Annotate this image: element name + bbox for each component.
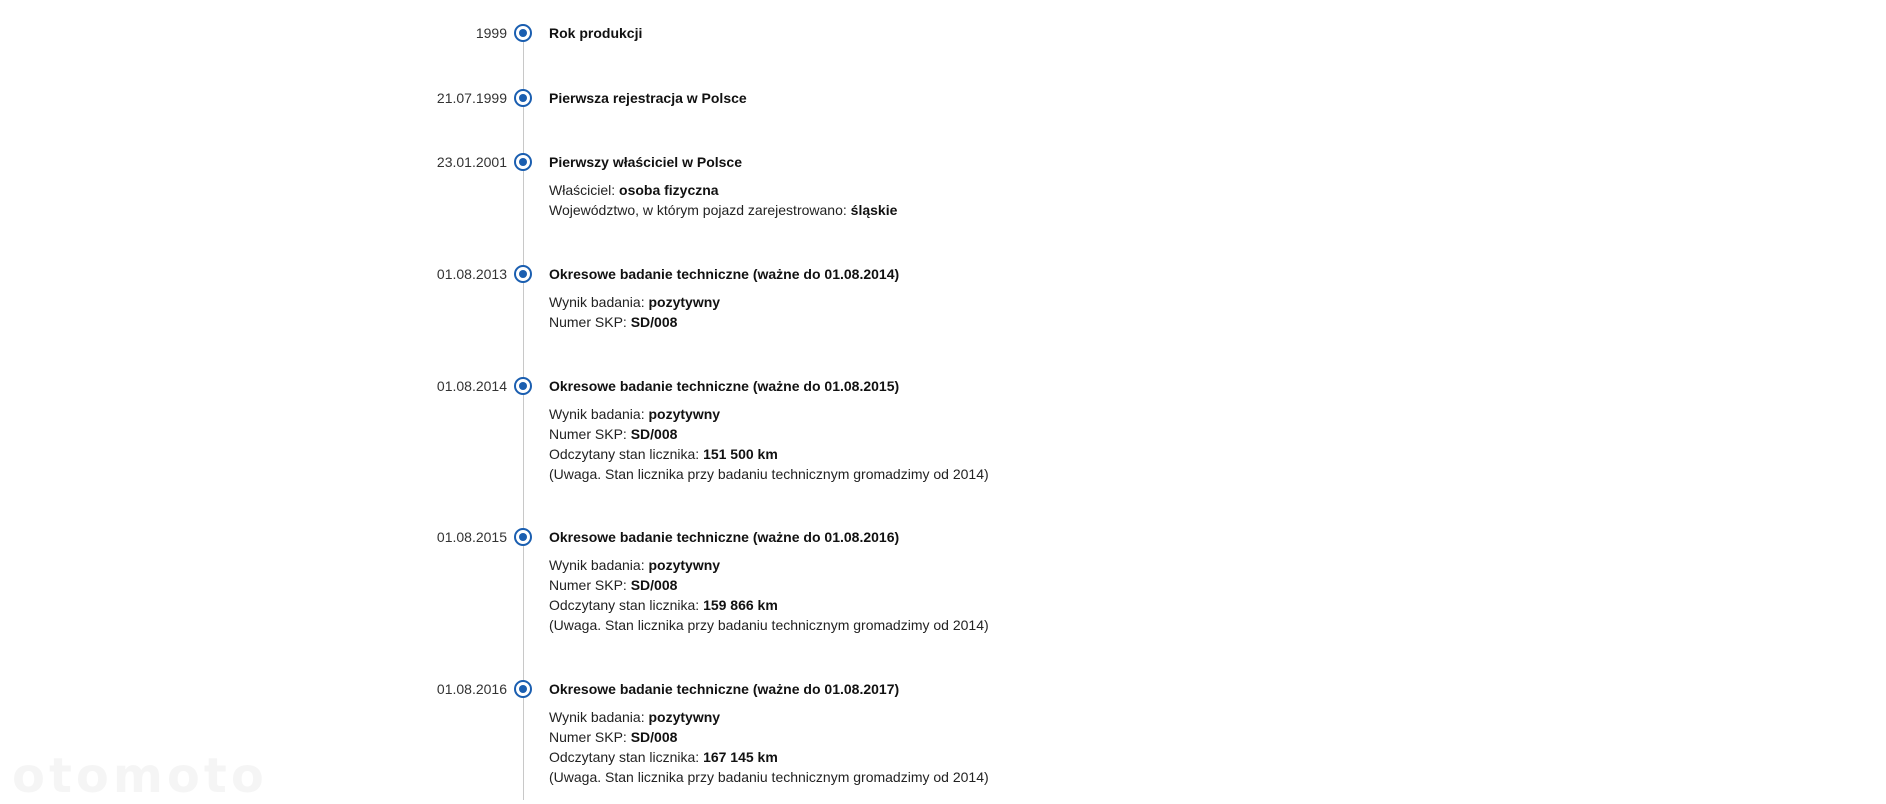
event-date: 01.08.2016 — [436, 681, 507, 697]
detail-line — [549, 312, 1749, 332]
detail-line — [549, 444, 1749, 464]
event-details — [549, 180, 1749, 220]
event-title: Okresowe badanie techniczne (ważne do 01.08.2015) — [549, 378, 900, 394]
event-date: 21.07.1999 — [436, 90, 507, 106]
odometer-note — [549, 767, 1749, 787]
detail-value: pozytywny — [648, 557, 721, 573]
detail-label: Województwo, w którym pojazd zarejestrowano: — [549, 202, 851, 218]
detail-value: pozytywny — [648, 406, 721, 422]
event-date: 1999 — [475, 25, 507, 41]
event-title: Rok produkcji — [549, 25, 643, 41]
detail-value: 151 500 km — [703, 446, 778, 462]
detail-label: Numer SKP: — [549, 314, 631, 330]
detail-line — [549, 555, 1749, 575]
event-title: Okresowe badanie techniczne (ważne do 01.08.2014) — [549, 266, 900, 282]
detail-value: SD/008 — [630, 426, 678, 442]
timeline-dot-icon — [514, 89, 532, 107]
detail-label: Wynik badania: — [549, 709, 649, 725]
detail-line — [549, 575, 1749, 595]
detail-label: Właściciel: — [549, 182, 620, 198]
detail-label: Odczytany stan licznika: — [549, 749, 704, 765]
detail-value: osoba fizyczna — [619, 182, 719, 198]
event-details — [549, 292, 1749, 332]
timeline-dot-icon — [514, 153, 532, 171]
detail-label: Numer SKP: — [549, 577, 631, 593]
event-body — [549, 376, 1749, 484]
event-title: Okresowe badanie techniczne (ważne do 01.08.2016) — [549, 529, 900, 545]
event-date: 01.08.2015 — [436, 529, 507, 545]
event-details — [549, 707, 1749, 787]
timeline-dot-icon — [514, 265, 532, 283]
event-body — [549, 679, 1749, 787]
detail-line — [549, 595, 1749, 615]
detail-label: (Uwaga. Stan licznika przy badaniu technicznym gromadzimy od 2014) — [549, 466, 989, 482]
event-title: Pierwsza rejestracja w Polsce — [549, 90, 747, 106]
event-title: Okresowe badanie techniczne (ważne do 01.08.2017) — [549, 681, 900, 697]
detail-label: Wynik badania: — [549, 557, 649, 573]
detail-label: (Uwaga. Stan licznika przy badaniu technicznym gromadzimy od 2014) — [549, 769, 989, 785]
detail-label: Wynik badania: — [549, 406, 649, 422]
timeline-dot-icon — [514, 24, 532, 42]
detail-line — [549, 180, 1749, 200]
detail-label: Numer SKP: — [549, 426, 631, 442]
detail-value: SD/008 — [630, 729, 678, 745]
detail-value: pozytywny — [648, 294, 721, 310]
detail-value: pozytywny — [648, 709, 721, 725]
event-title: Pierwszy właściciel w Polsce — [549, 154, 742, 170]
event-body — [549, 152, 1749, 220]
detail-line — [549, 727, 1749, 747]
detail-value: SD/008 — [630, 577, 678, 593]
odometer-note — [549, 464, 1749, 484]
detail-label: Odczytany stan licznika: — [549, 597, 704, 613]
event-date: 01.08.2014 — [436, 378, 507, 394]
event-details — [549, 404, 1749, 484]
detail-value: SD/008 — [630, 314, 678, 330]
timeline-dot-icon — [514, 680, 532, 698]
detail-label: Wynik badania: — [549, 294, 649, 310]
odometer-note — [549, 615, 1749, 635]
detail-value: 159 866 km — [703, 597, 778, 613]
detail-line — [549, 200, 1749, 220]
detail-line — [549, 707, 1749, 727]
event-date: 01.08.2013 — [436, 266, 507, 282]
detail-line — [549, 747, 1749, 767]
event-body — [549, 527, 1749, 635]
event-body — [549, 88, 1749, 108]
detail-label: (Uwaga. Stan licznika przy badaniu technicznym gromadzimy od 2014) — [549, 617, 989, 633]
detail-label: Odczytany stan licznika: — [549, 446, 704, 462]
detail-value: śląskie — [850, 202, 898, 218]
detail-line — [549, 424, 1749, 444]
timeline-dot-icon — [514, 377, 532, 395]
detail-line — [549, 292, 1749, 312]
event-body — [549, 264, 1749, 332]
event-date: 23.01.2001 — [436, 154, 507, 170]
watermark-logo — [12, 748, 268, 804]
event-body — [549, 23, 1749, 43]
detail-value: 167 145 km — [703, 749, 778, 765]
timeline-dot-icon — [514, 528, 532, 546]
detail-label: Numer SKP: — [549, 729, 631, 745]
detail-line — [549, 404, 1749, 424]
event-details — [549, 555, 1749, 635]
